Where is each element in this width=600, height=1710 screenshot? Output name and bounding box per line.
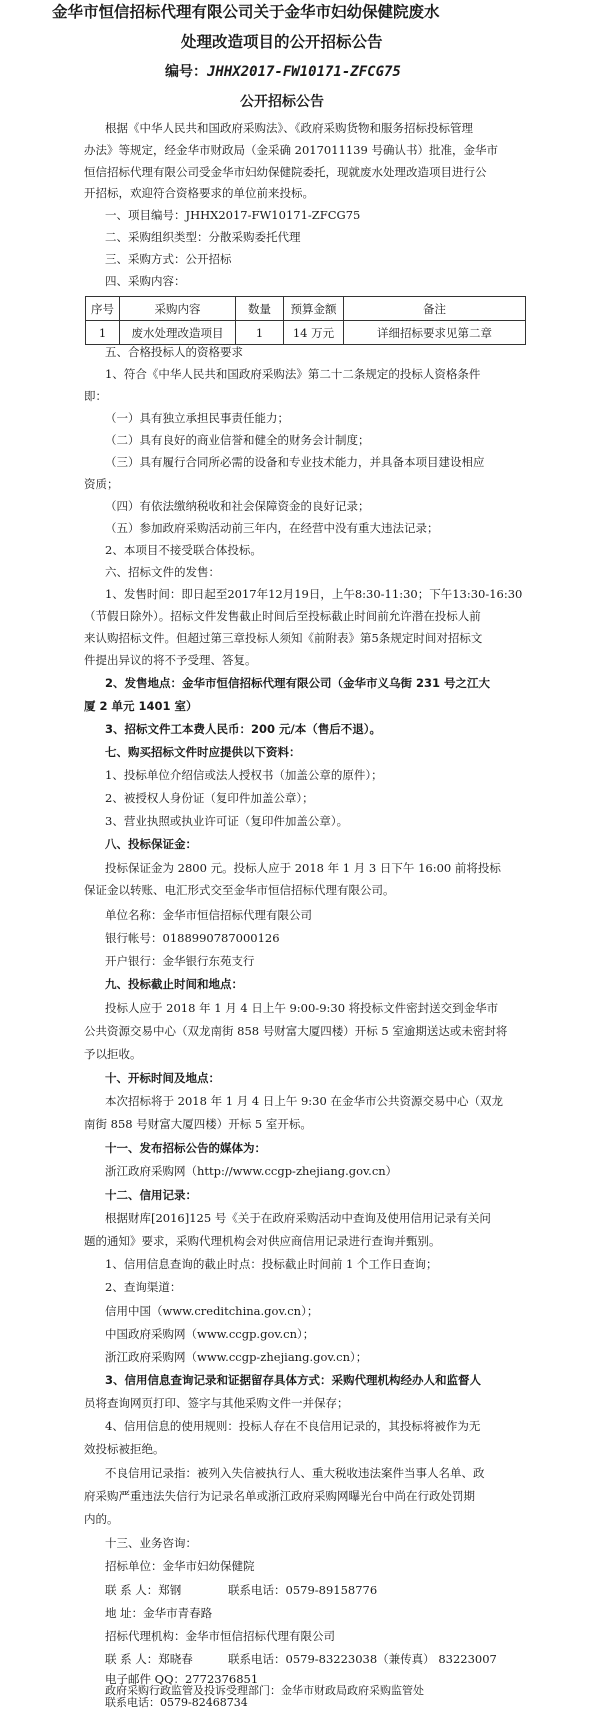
section-text: 公共资源交易中心（双龙南街 858 号财富大厦四楼）开标 5 室逾期送达或未密封将 — [84, 1024, 508, 1038]
contact-text: 联系电话：0579-82468734 — [105, 1696, 248, 1709]
intro-line: 根据《中华人民共和国政府采购法》、《政府采购货物和服务招标投标管理 — [105, 121, 473, 135]
section-text: 府采购严重违法失信行为记录名单或浙江政府采购网曝光台中尚在行政处罚期 — [84, 1489, 475, 1503]
section-text: 单位名称：金华市恒信招标代理有限公司 — [105, 908, 312, 922]
section-heading: 十三、业务咨询： — [105, 1536, 197, 1550]
table-cell: 1 — [236, 321, 284, 345]
contact-text: 联 系 人：郑晓春 — [105, 1652, 193, 1666]
section-text: 2、本项目不接受联合体投标。 — [105, 543, 262, 557]
contact-text: 政府采购行政监管及投诉受理部门：金华市财政局政府采购监管处 — [105, 1684, 424, 1697]
procurement-table — [85, 296, 526, 345]
credit-channel-link[interactable]: 信用中国（www.creditchina.gov.cn）； — [105, 1304, 319, 1318]
section-text: 1、发售时间：即日起至2017年12月19日，上午8:30-11:30；下午13:30-16:30 — [105, 587, 523, 601]
section-heading: 六、招标文件的发售： — [105, 565, 220, 579]
section-text: 内的。 — [84, 1512, 119, 1526]
page-title-line1: 金华市恒信招标代理有限公司关于金华市妇幼保健院废水 — [52, 3, 440, 21]
section-text: 南街 858 号财富大厦四楼）开标 5 室开标。 — [84, 1117, 312, 1131]
project-number: 一、项目编号：JHHX2017-FW10171-ZFCG75 — [105, 208, 361, 222]
section-text: 开户银行：金华银行东苑支行 — [105, 954, 255, 968]
section-text: （四）有依法缴纳税收和社会保障资金的良好记录； — [105, 499, 370, 513]
table-cell: 14 万元 — [284, 321, 344, 345]
page-title-line2: 处理改造项目的公开招标公告 — [181, 33, 383, 51]
procurement-content-heading: 四、采购内容： — [105, 274, 186, 288]
document-number-value: JHHX2017-FW10171-ZFCG75 — [207, 64, 401, 80]
intro-line: 恒信招标代理有限公司受金华市妇幼保健院委托，现就废水处理改造项目进行公 — [84, 165, 487, 179]
section-text: 4、信用信息的使用规则：投标人存在不良信用记录的，其投标将被作为无 — [105, 1419, 481, 1433]
section-text: 员将查询网页打印、签字与其他采购文件一并保存； — [84, 1396, 349, 1410]
table-header-cell: 采购内容 — [120, 297, 236, 321]
section-text: 予以拒收。 — [84, 1047, 142, 1061]
document-number-label: 编号： — [165, 64, 207, 80]
section-heading: 五、合格投标人的资格要求 — [105, 345, 243, 359]
section-heading: 十二、信用记录： — [105, 1188, 197, 1202]
section-heading: 七、购买招标文件时应提供以下资料： — [105, 745, 301, 759]
table-cell: 详细招标要求见第二章 — [344, 321, 526, 345]
section-heading: 九、投标截止时间和地点： — [105, 977, 243, 991]
table-header-cell: 序号 — [86, 297, 120, 321]
contact-text: 招标单位：金华市妇幼保健院 — [105, 1559, 255, 1573]
section-text: 2、查询渠道： — [105, 1280, 182, 1294]
table-cell: 废水处理改造项目 — [120, 321, 236, 345]
table-header-cell: 预算金额 — [284, 297, 344, 321]
section-text: 3、招标文件工本费人民币：200 元/本（售后不退）。 — [105, 722, 381, 736]
section-text: （三）具有履行合同所必需的设备和专业技术能力，并具备本项目建设相应 — [105, 455, 485, 469]
section-heading: 八、投标保证金： — [105, 837, 197, 851]
section-text: 不良信用记录指：被列入失信被执行人、重大税收违法案件当事人名单、政 — [105, 1466, 485, 1480]
section-text: （五）参加政府采购活动前三年内，在经营中没有重大违法记录； — [105, 521, 439, 535]
section-text: 3、营业执照或执业许可证（复印件加盖公章）。 — [105, 814, 349, 828]
section-text: 效投标被拒绝。 — [84, 1442, 165, 1456]
procurement-type: 二、采购组织类型：分散采购委托代理 — [105, 230, 301, 244]
section-text: 2、被授权人身份证（复印件加盖公章）； — [105, 791, 314, 805]
media-link[interactable]: 浙江政府采购网（http://www.ccgp-zhejiang.gov.cn） — [105, 1164, 398, 1178]
table-header-cell: 备注 — [344, 297, 526, 321]
section-text: 保证金以转账、电汇形式交至金华市恒信招标代理有限公司。 — [84, 883, 395, 897]
contact-text: 招标代理机构：金华市恒信招标代理有限公司 — [105, 1629, 335, 1643]
credit-channel-link[interactable]: 中国政府采购网（www.ccgp.gov.cn）； — [105, 1327, 315, 1341]
contact-text: 联系电话：0579-89158776 — [228, 1583, 378, 1597]
section-text: （一）具有独立承担民事责任能力； — [105, 411, 289, 425]
document-number — [165, 62, 401, 82]
section-text: 银行帐号：0188990787000126 — [105, 931, 280, 945]
subtitle: 公开招标公告 — [240, 94, 324, 110]
table-header-cell: 数量 — [236, 297, 284, 321]
section-text: 投标人应于 2018 年 1 月 4 日上午 9:00-9:30 将投标文件密封送交到金华市 — [105, 1001, 499, 1015]
contact-text: 电子邮件 QQ：2772376851 — [105, 1672, 259, 1686]
section-text: 厦 2 单元 1401 室） — [84, 699, 198, 713]
section-text: 来认购招标文件。但超过第三章投标人须知《前附表》第5条规定时间对招标文 — [84, 631, 483, 645]
section-heading: 十一、发布招标公告的媒体为： — [105, 1141, 266, 1155]
section-text: 1、信用信息查询的截止时点：投标截止时间前 1 个工作日查询； — [105, 1257, 438, 1271]
section-text: 投标保证金为 2800 元。投标人应于 2018 年 1 月 3 日下午 16:00 前将投标 — [105, 861, 501, 875]
section-heading: 十、开标时间及地点： — [105, 1071, 220, 1085]
section-text: 资质； — [84, 477, 119, 491]
contact-text: 地 址：金华市青春路 — [105, 1606, 213, 1620]
contact-text: 联 系 人：郑钢 — [105, 1583, 182, 1597]
section-text: 题的通知》要求，采购代理机构会对供应商信用记录进行查询并甄别。 — [84, 1234, 441, 1248]
section-text: 即： — [84, 389, 107, 403]
section-text: 1、投标单位介绍信或法人授权书（加盖公章的原件）； — [105, 768, 383, 782]
table-row — [86, 321, 526, 345]
section-text: 根据财库[2016]125 号《关于在政府采购活动中查询及使用信用记录有关问 — [105, 1211, 491, 1225]
section-text: 3、信用信息查询记录和证据留存具体方式：采购代理机构经办人和监督人 — [105, 1373, 481, 1387]
intro-line: 办法》等规定，经金华市财政局（金采确 2017011139 号确认书）批准，金华市 — [84, 143, 498, 157]
intro-line: 开招标，欢迎符合资格要求的单位前来投标。 — [84, 186, 314, 200]
section-text: 件提出异议的将不予受理、答复。 — [84, 653, 257, 667]
section-text: （二）具有良好的商业信誉和健全的财务会计制度； — [105, 433, 370, 447]
procurement-method: 三、采购方式：公开招标 — [105, 252, 232, 266]
section-text: 2、发售地点：金华市恒信招标代理有限公司（金华市义乌街 231 号之江大 — [105, 676, 491, 690]
credit-channel-link[interactable]: 浙江政府采购网（www.ccgp-zhejiang.gov.cn）； — [105, 1350, 368, 1364]
contact-text: 联系电话：0579-83223038（兼传真） 83223007 — [228, 1652, 497, 1666]
section-text: （节假日除外）。招标文件发售截止时间后至投标截止时间前允许潜在投标人前 — [84, 609, 481, 623]
section-text: 1、符合《中华人民共和国政府采购法》第二十二条规定的投标人资格条件 — [105, 367, 481, 381]
section-text: 本次招标将于 2018 年 1 月 4 日上午 9:30 在金华市公共资源交易中心（双龙 — [105, 1094, 503, 1108]
table-header-row — [86, 297, 526, 321]
table-cell: 1 — [86, 321, 120, 345]
